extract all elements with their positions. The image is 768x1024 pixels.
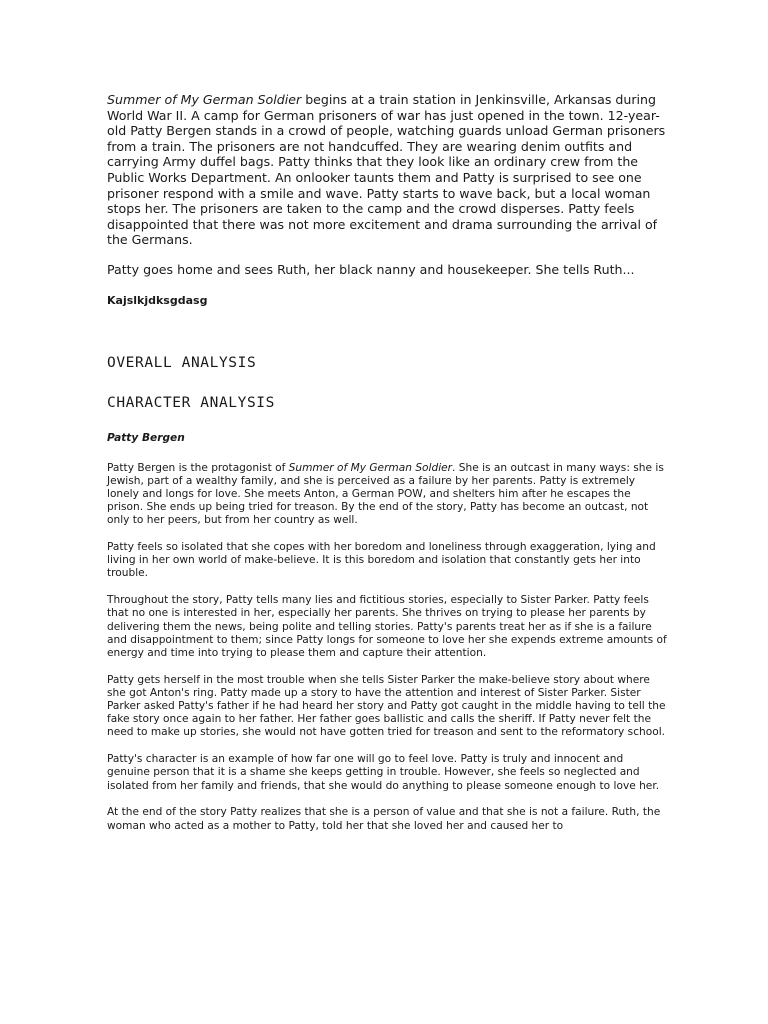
document-page <box>107 92 667 833</box>
character-body <box>107 462 667 833</box>
placeholder-text: Kajslkjdksgdasg <box>107 293 208 307</box>
character-paragraph-4: Patty gets herself in the most trouble when she tells Sister Parker the make-believe story about where she got Anton's ring. Patty made up a story to have the attention and interest of Sister Parker. Sister Parker asked Patty's father if he had heard her story and Patty got caught in the middle having to tell the fake story once again to her father. Her father goes ballistic and calls the sheriff. If Patty never felt the need to make up stories, she would not have gotten tried for treason and sent to the reformatory school. <box>107 673 666 739</box>
character-analysis-heading: CHARACTER ANALYSIS <box>107 394 275 411</box>
character-paragraph-6: At the end of the story Patty realizes that she is a person of value and that she is not a failure. Ruth, the woman who acted as a mother to Patty, told her that she loved her and caused her to <box>107 806 661 832</box>
intro-paragraph-2: Patty goes home and sees Ruth, her black nanny and housekeeper. She tells Ruth... <box>107 261 635 277</box>
character-paragraph-3: Throughout the story, Patty tells many lies and fictitious stories, especially to Sister Parker. Patty feels that no one is interested in her, especially her parents. She thrives on trying to please her parents by delivering them the news, being polite and telling stories. Patty's parents treat her as if she is a failure and disappointment to them; since Patty longs for someone to love her she expends extreme amounts of energy and time into trying to please them and capture their attention. <box>107 594 667 659</box>
character-paragraph-5: Patty's character is an example of how far one will go to feel love. Patty is truly and innocent and genuine person that it is a shame she keeps getting in trouble. However, she feels so neglected and isolated from her family and friends, that she would do anything to please someone enough to love her. <box>107 753 660 792</box>
character-paragraph-1a: Patty Bergen is the protagonist of <box>107 461 289 474</box>
intro-section <box>107 92 667 278</box>
character-paragraph-2: Patty feels so isolated that she copes with her boredom and loneliness through exaggeration, lying and living in her own world of make-believe. It is this boredom and isolation that constantly gets her into trouble. <box>107 541 656 580</box>
character-name: Patty Bergen <box>107 431 185 444</box>
character-paragraph-1b: . She is an outcast in many ways: she is Jewish, part of a wealthy family, and she is perceived as a failure by her parents. Patty is extremely lonely and longs for love. She meets Anton, a German POW, and shelters him after he escapes the prison. She ends up being tried for treason. By the end of the story, Patty has become an outcast, not only to her peers, but from her country as well. <box>107 461 664 527</box>
book-title-inline: Summer of My German Soldier <box>288 461 453 474</box>
character-paragraph-1 <box>107 462 667 528</box>
overall-analysis-heading: OVERALL ANALYSIS <box>107 354 257 371</box>
intro-paragraph-1 <box>107 92 667 248</box>
intro-paragraph-1-text: begins at a train station in Jenkinsville, Arkansas during World War II. A camp for German prisoners of war has just opened in the town. 12-year-old Patty Bergen stands in a crowd of people, watching guards unload German prisoners from a train. The prisoners are not handcuffed. They are wearing denim outfits and carrying Army duffel bags. Patty thinks that they look like an ordinary crew from the Public Works Department. An onlooker taunts them and Patty is surprised to see one prisoner respond with a smile and wave. Patty starts to wave back, but a local woman stops her. The prisoners are taken to the camp and the crowd disperses. Patty feels disappointed that there was not more excitement and drama surrounding the arrival of the Germans. <box>107 92 666 248</box>
book-title: Summer of My German Soldier <box>107 92 302 107</box>
